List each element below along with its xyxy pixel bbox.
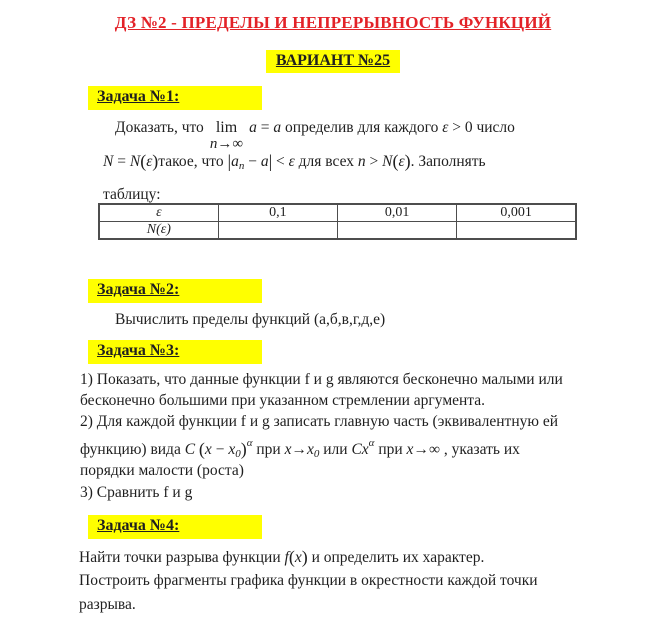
table-cell-epsilon-value-3: 0,001	[457, 204, 576, 222]
task2-statement: Вычислить пределы функций (а,б,в,г,д,е)	[115, 311, 386, 328]
task2-header	[88, 279, 262, 303]
task3-line-6: 3) Сравнить f и g	[80, 484, 193, 501]
task4-line-2: Построить фрагменты графика функции в окрестности каждой точки	[79, 572, 538, 589]
task1-line1-post: a = a определив для каждого ε > 0 число	[249, 119, 515, 136]
task3-header	[88, 340, 262, 364]
task1-header	[88, 86, 262, 110]
table-cell-N-value-2	[338, 222, 457, 240]
task1-line3: таблицу:	[103, 186, 161, 203]
table-cell-N-value-3	[457, 222, 576, 240]
page-title-text: ДЗ №2 - ПРЕДЕЛЫ И НЕПРЕРЫВНОСТЬ ФУНКЦИЙ	[114, 13, 552, 32]
task1-statement	[103, 117, 623, 205]
table-cell-N-label: N(ε)	[99, 222, 218, 240]
task4-line-1: Найти точки разрыва функции f(x) и определить их характер.	[79, 547, 485, 567]
task1-line1	[103, 117, 623, 152]
task4-header	[88, 515, 262, 539]
limit-underscript: n→∞	[209, 136, 244, 152]
task1-line1-pre: Доказать, что	[115, 119, 204, 136]
task3-line-2: бесконечно большими при указанном стремлении аргумента.	[80, 392, 486, 409]
task3-line-5: порядки малости (роста)	[80, 462, 244, 479]
task2-header-text: Задача №2:	[97, 281, 180, 298]
table-cell-epsilon-value-1: 0,1	[218, 204, 337, 222]
task4-line-3: разрыва.	[79, 596, 136, 613]
variant-row	[0, 50, 666, 73]
table-cell-epsilon-label: ε	[99, 204, 218, 222]
epsilon-table-answer-row	[99, 222, 576, 240]
epsilon-table	[98, 203, 577, 240]
table-cell-N-value-1	[218, 222, 337, 240]
epsilon-table-header-row	[99, 204, 576, 222]
limit-operator: lim	[215, 119, 238, 136]
page-title	[0, 13, 666, 33]
task1-line2: N = N(ε)такое, что |an − a| < ε для всех n > N(ε). Заполнять	[103, 151, 486, 172]
task4-header-text: Задача №4:	[97, 517, 180, 534]
task3-line-4-formula: функцию) вида C $(x - x0)^\alpha$ при x→x0 или $Cx^\alpha$ при x→∞ , указать их	[80, 437, 520, 460]
task1-header-text: Задача №1:	[97, 88, 180, 105]
limit-notation	[209, 117, 244, 152]
task3-line-3: 2) Для каждой функции f и g записать главную часть (эквивалентную ей	[80, 413, 558, 430]
task3-line-1: 1) Показать, что данные функции f и g являются бесконечно малыми или	[80, 371, 563, 388]
task3-header-text: Задача №3:	[97, 342, 180, 359]
table-cell-epsilon-value-2: 0,01	[338, 204, 457, 222]
variant-label: ВАРИАНТ №25	[266, 50, 400, 73]
